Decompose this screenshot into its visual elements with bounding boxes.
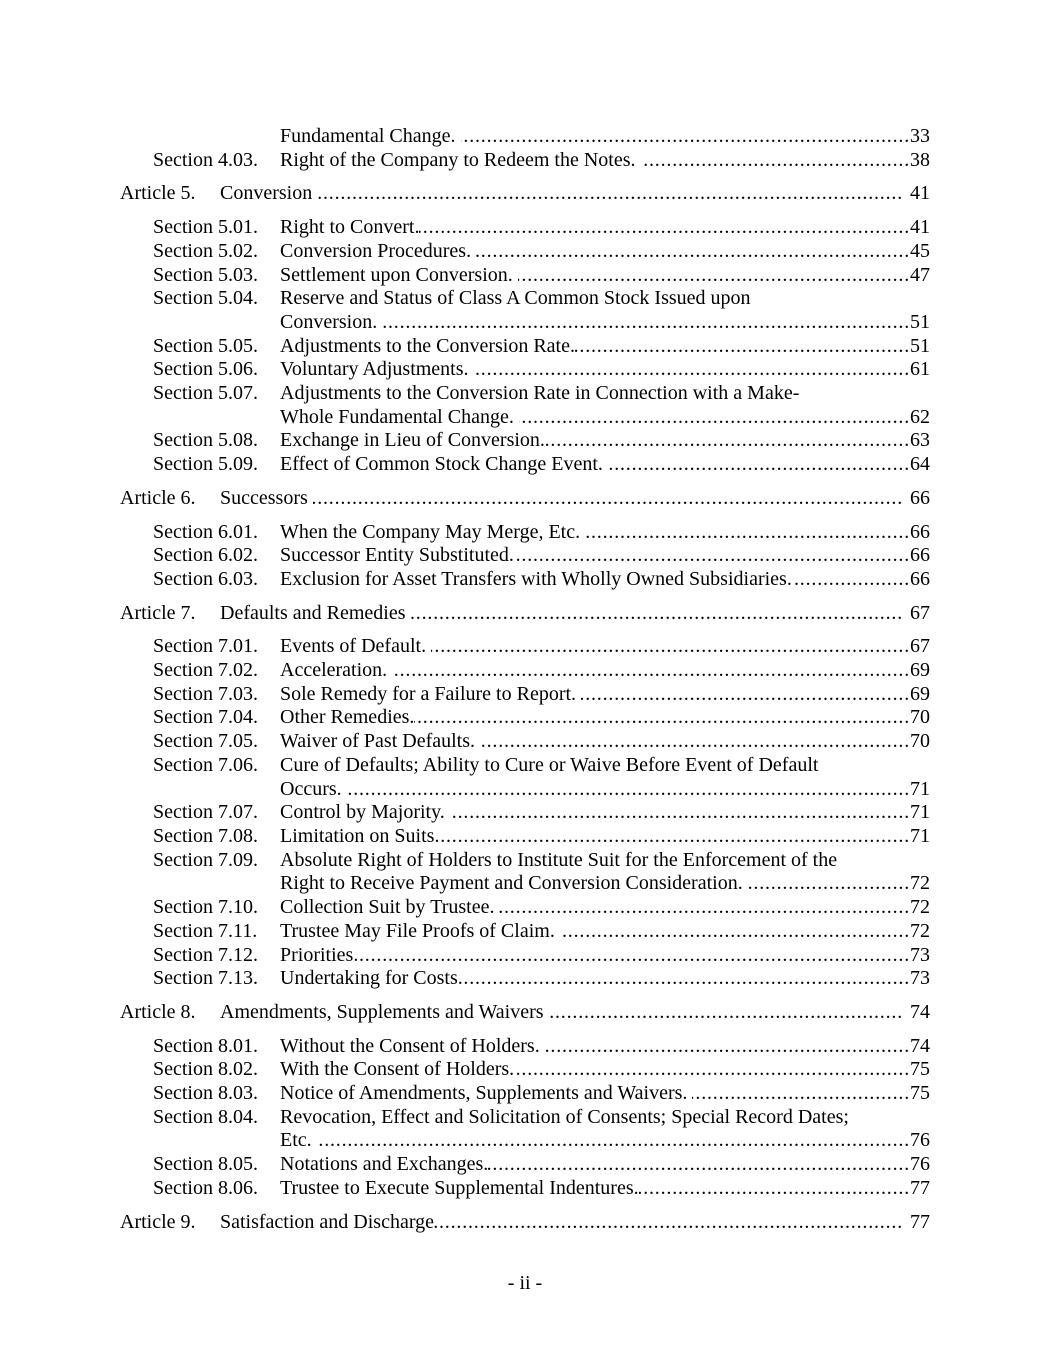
toc-entry-label: Section 8.04. <box>153 1105 258 1128</box>
toc-entry-label: Section 8.03. <box>153 1082 258 1105</box>
toc-entry-page: 72 <box>910 919 930 942</box>
toc-row-section <box>120 967 930 991</box>
toc-row-section <box>120 635 930 659</box>
toc-entry-page: 51 <box>910 310 930 333</box>
toc-entry-label: Section 7.07. <box>153 801 258 824</box>
dot-leader <box>641 149 911 173</box>
dot-leader <box>419 216 910 240</box>
toc-entry-title: Priorities. <box>280 943 359 966</box>
toc-entry-page: 66 <box>910 544 930 567</box>
toc-entry-title: With the Consent of Holders. <box>280 1058 515 1081</box>
toc-entry-page: 33 <box>910 125 930 147</box>
toc-entry-page: 69 <box>910 659 930 682</box>
toc-row-section <box>120 216 930 240</box>
toc-row-section <box>120 896 930 920</box>
dot-leader <box>382 311 910 335</box>
toc-row-section <box>120 1035 930 1059</box>
toc-row-continuation <box>120 1129 930 1153</box>
dot-leader <box>545 429 910 453</box>
toc-entry-label: Section 8.06. <box>153 1176 258 1199</box>
toc-entry-label: Article 7. <box>120 601 196 624</box>
toc-entry-page: 73 <box>910 943 930 966</box>
toc-entry-page: 75 <box>910 1058 930 1081</box>
toc-entry-title: Fundamental Change. <box>280 125 461 147</box>
toc-entry-page: 61 <box>910 358 930 381</box>
toc-entry-title: Successor Entity Substituted. <box>280 544 514 567</box>
toc-row-section <box>120 453 930 477</box>
toc-entry-title: Satisfaction and Discharge <box>220 1210 435 1233</box>
toc-entry-title: Trustee May File Proofs of Claim. <box>280 919 560 942</box>
toc-entry-label: Article 5. <box>120 182 196 205</box>
toc-entry-label: Section 4.03. <box>153 148 258 171</box>
toc-row-section <box>120 149 930 173</box>
toc-entry-label: Section 8.05. <box>153 1153 258 1176</box>
toc-entry-label: Section 5.08. <box>153 429 258 452</box>
table-of-contents <box>120 125 930 1234</box>
toc-entry-page: 75 <box>910 1082 930 1105</box>
toc-entry-label: Section 7.11. <box>153 919 258 942</box>
toc-entry-label: Article 6. <box>120 486 196 509</box>
toc-entry-page: 71 <box>910 801 930 824</box>
toc-entry-page: 72 <box>910 872 930 895</box>
toc-entry-title: Defaults and Remedies <box>220 601 411 624</box>
toc-entry-page: 41 <box>910 182 930 205</box>
toc-entry-page: 41 <box>910 216 930 239</box>
toc-entry-title: Successors <box>220 486 313 509</box>
toc-entry-label: Section 5.06. <box>153 358 258 381</box>
toc-entry-title: Limitation on Suits. <box>280 824 440 847</box>
toc-entry-page: 47 <box>910 263 930 286</box>
toc-entry-page: 45 <box>910 239 930 262</box>
dot-leader <box>581 683 910 707</box>
toc-entry-title: Exclusion for Asset Transfers with Wholly Owned Subsidiaries. <box>280 567 792 590</box>
toc-entry-title: Trustee to Execute Supplemental Indentures. <box>280 1176 639 1199</box>
toc-entry-page: 62 <box>910 405 930 428</box>
toc-row-section <box>120 1106 930 1130</box>
dot-leader <box>514 1058 910 1082</box>
dot-leader <box>514 544 910 568</box>
dot-leader <box>560 920 910 944</box>
toc-row-section <box>120 1177 930 1201</box>
toc-entry-page: 38 <box>910 148 930 171</box>
toc-entry-label: Section 5.01. <box>153 216 258 239</box>
toc-entry-label: Article 8. <box>120 1000 196 1023</box>
toc-entry-page: 51 <box>910 334 930 357</box>
page-number-footer: - ii - <box>507 1272 543 1295</box>
toc-entry-page: 70 <box>910 706 930 729</box>
toc-entry-page: 66 <box>910 520 930 543</box>
dot-leader <box>476 240 910 264</box>
toc-entry-title: Acceleration. <box>280 659 393 682</box>
toc-entry-title: Occurs. <box>280 777 347 800</box>
toc-row-section <box>120 730 930 754</box>
toc-row-continuation <box>120 125 930 149</box>
toc-entry-title: Undertaking for Costs. <box>280 967 463 990</box>
toc-entry-title: Right to Convert. <box>280 216 420 239</box>
toc-row-section <box>120 429 930 453</box>
toc-entry-title: Exchange in Lieu of Conversion. <box>280 429 545 452</box>
toc-row-article <box>120 182 930 206</box>
toc-entry-label: Section 7.13. <box>153 967 258 990</box>
toc-entry-page: 64 <box>910 453 930 476</box>
toc-row-section <box>120 659 930 683</box>
toc-entry-label: Section 7.10. <box>153 896 258 919</box>
toc-entry-label: Section 7.08. <box>153 824 258 847</box>
toc-entry-title: Conversion. <box>280 310 383 333</box>
dot-leader <box>392 659 910 683</box>
toc-entry-title: Reserve and Status of Class A Common Stock Issued upon <box>280 287 751 310</box>
dot-leader <box>358 944 910 968</box>
toc-entry-page: 77 <box>910 1210 930 1233</box>
toc-entry-label: Section 7.06. <box>153 753 258 776</box>
toc-row-section <box>120 358 930 382</box>
dot-leader <box>431 635 910 659</box>
dot-leader <box>575 335 910 359</box>
toc-row-section <box>120 683 930 707</box>
toc-entry-title: Conversion Procedures. <box>280 239 477 262</box>
toc-row-section <box>120 568 930 592</box>
toc-entry-title: Control by Majority. <box>280 801 450 824</box>
dot-leader <box>411 602 904 626</box>
toc-row-section <box>120 944 930 968</box>
toc-entry-title: Adjustments to the Conversion Rate. <box>280 334 575 357</box>
dot-leader <box>434 1211 903 1235</box>
dot-leader <box>450 801 910 825</box>
toc-entry-label: Section 6.01. <box>153 520 258 543</box>
dot-leader <box>639 1177 910 1201</box>
toc-entry-title: Events of Default. <box>280 635 432 658</box>
toc-entry-label: Section 7.01. <box>153 635 258 658</box>
toc-row-section <box>120 1082 930 1106</box>
toc-entry-label: Section 7.12. <box>153 943 258 966</box>
toc-entry-page: 69 <box>910 682 930 705</box>
toc-entry-title: Adjustments to the Conversion Rate in Connection with a Make- <box>280 382 800 405</box>
toc-entry-label: Section 8.02. <box>153 1058 258 1081</box>
toc-entry-page: 67 <box>910 635 930 658</box>
toc-entry-title: Notice of Amendments, Supplements and Waivers. <box>280 1082 693 1105</box>
toc-entry-page: 66 <box>910 486 930 509</box>
toc-entry-title: Amendments, Supplements and Waivers <box>220 1000 549 1023</box>
dot-leader <box>313 487 903 511</box>
dot-leader <box>518 264 910 288</box>
dot-leader <box>692 1082 910 1106</box>
toc-row-section <box>120 1153 930 1177</box>
dot-leader <box>474 358 910 382</box>
dot-leader <box>317 1129 910 1153</box>
toc-entry-page: 71 <box>910 777 930 800</box>
toc-entry-label: Section 5.05. <box>153 334 258 357</box>
dot-leader <box>347 778 910 802</box>
toc-entry-label: Section 7.09. <box>153 848 258 871</box>
toc-row-article <box>120 487 930 511</box>
toc-entry-page: 72 <box>910 896 930 919</box>
toc-row-section <box>120 287 930 311</box>
dot-leader <box>748 872 910 896</box>
toc-entry-title: Absolute Right of Holders to Institute Suit for the Enforcement of the <box>280 848 838 871</box>
toc-entry-label: Section 6.03. <box>153 567 258 590</box>
toc-row-continuation <box>120 778 930 802</box>
dot-leader <box>463 967 910 991</box>
toc-row-section <box>120 825 930 849</box>
toc-entry-title: Etc. <box>280 1129 317 1152</box>
toc-row-section <box>120 264 930 288</box>
toc-entry-page: 76 <box>910 1153 930 1176</box>
toc-entry-label: Section 7.03. <box>153 682 258 705</box>
dot-leader <box>608 453 910 477</box>
toc-entry-title: Sole Remedy for a Failure to Report. <box>280 682 582 705</box>
toc-entry-label: Section 7.05. <box>153 730 258 753</box>
toc-entry-page: 74 <box>910 1000 930 1023</box>
toc-entry-label: Section 7.02. <box>153 659 258 682</box>
toc-row-section <box>120 920 930 944</box>
toc-entry-title: Voluntary Adjustments. <box>280 358 474 381</box>
dot-leader <box>439 825 910 849</box>
toc-row-section <box>120 1058 930 1082</box>
toc-entry-title: Cure of Defaults; Ability to Cure or Waive Before Event of Default <box>280 753 819 776</box>
dot-leader <box>499 896 910 920</box>
toc-entry-label: Section 5.02. <box>153 239 258 262</box>
toc-entry-title: Notations and Exchanges. <box>280 1153 489 1176</box>
dot-leader <box>461 125 910 149</box>
toc-entry-page: 76 <box>910 1129 930 1152</box>
toc-entry-label: Section 6.02. <box>153 544 258 567</box>
toc-row-section <box>120 754 930 778</box>
toc-entry-title: Revocation, Effect and Solicitation of Consents; Special Record Dates; <box>280 1105 849 1128</box>
toc-entry-title: Whole Fundamental Change. <box>280 405 519 428</box>
toc-row-article <box>120 602 930 626</box>
toc-row-section <box>120 382 930 406</box>
toc-row-continuation <box>120 872 930 896</box>
toc-row-article <box>120 1001 930 1025</box>
toc-row-continuation <box>120 311 930 335</box>
toc-row-article <box>120 1211 930 1235</box>
toc-entry-title: Right of the Company to Redeem the Notes. <box>280 148 641 171</box>
toc-row-section <box>120 801 930 825</box>
toc-row-section <box>120 240 930 264</box>
dot-leader <box>549 1001 903 1025</box>
toc-entry-title: Conversion <box>220 182 318 205</box>
toc-entry-page: 63 <box>910 429 930 452</box>
toc-row-section <box>120 335 930 359</box>
dot-leader <box>317 182 903 206</box>
toc-row-section <box>120 849 930 873</box>
toc-row-section <box>120 544 930 568</box>
toc-entry-page: 73 <box>910 967 930 990</box>
toc-entry-label: Section 5.03. <box>153 263 258 286</box>
toc-row-continuation <box>120 406 930 430</box>
toc-entry-label: Section 8.01. <box>153 1034 258 1057</box>
dot-leader <box>585 521 910 545</box>
toc-entry-label: Article 9. <box>120 1210 196 1233</box>
toc-entry-page: 66 <box>910 567 930 590</box>
toc-entry-title: Right to Receive Payment and Conversion Consideration. <box>280 872 748 895</box>
dot-leader <box>792 568 910 592</box>
dot-leader <box>414 706 910 730</box>
toc-row-section <box>120 521 930 545</box>
toc-entry-page: 70 <box>910 730 930 753</box>
dot-leader <box>519 406 910 430</box>
toc-entry-label: Section 7.04. <box>153 706 258 729</box>
toc-entry-label: Section 5.04. <box>153 287 258 310</box>
dot-leader <box>480 730 910 754</box>
toc-entry-title: Settlement upon Conversion. <box>280 263 518 286</box>
toc-entry-title: Other Remedies. <box>280 706 415 729</box>
toc-entry-page: 71 <box>910 824 930 847</box>
toc-entry-page: 74 <box>910 1034 930 1057</box>
toc-entry-page: 77 <box>910 1176 930 1199</box>
toc-entry-page: 67 <box>910 601 930 624</box>
dot-leader <box>545 1035 910 1059</box>
toc-entry-title: Without the Consent of Holders. <box>280 1034 545 1057</box>
dot-leader <box>488 1153 910 1177</box>
toc-entry-label: Section 5.07. <box>153 382 258 405</box>
toc-entry-label: Section 5.09. <box>153 453 258 476</box>
toc-row-section <box>120 706 930 730</box>
toc-entry-title: Collection Suit by Trustee. <box>280 896 500 919</box>
toc-entry-title: Waiver of Past Defaults. <box>280 730 480 753</box>
toc-entry-title: When the Company May Merge, Etc. <box>280 520 586 543</box>
toc-entry-title: Effect of Common Stock Change Event. <box>280 453 608 476</box>
